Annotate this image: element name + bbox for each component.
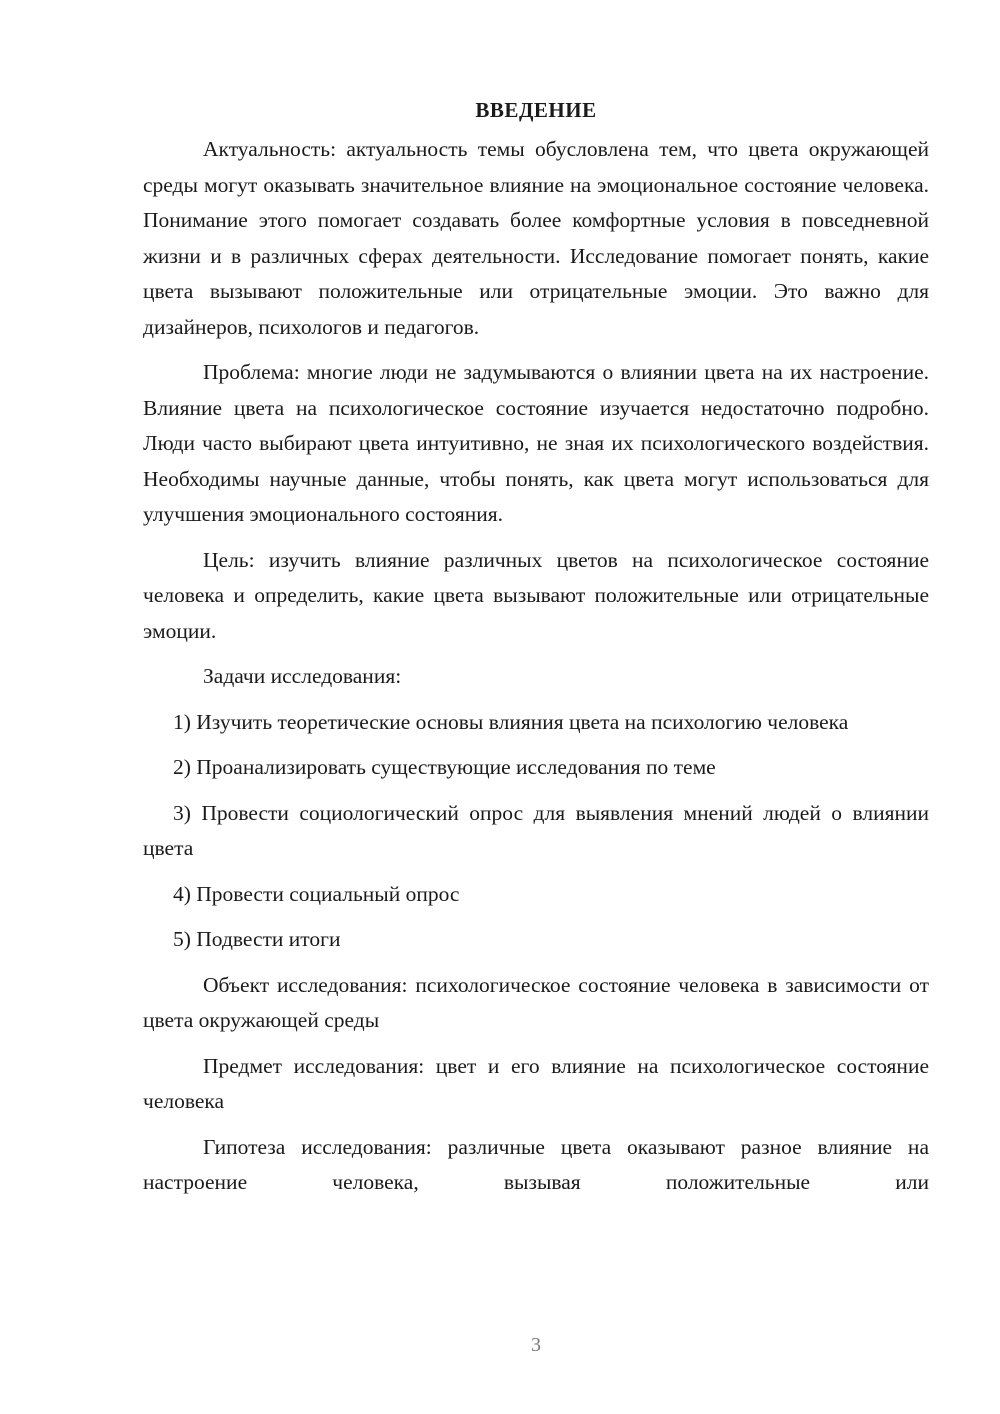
task-item: 1) Изучить теоретические основы влияния цвета на психологию человека <box>173 709 849 734</box>
tasks-heading: Задачи исследования: <box>203 664 402 688</box>
subject-paragraph: Предмет исследования: цвет и его влияние на психологическое состояние человека <box>143 1053 929 1113</box>
page-number: 3 <box>531 1334 541 1356</box>
problem-paragraph: Проблема: многие люди не задумываются о влиянии цвета на их настроение. Влияние цвета на психологическое состояние изучается недостаточно подробно. Люди часто выбирают цвета интуитивно, не зная их психологического воздействия. Необходимы научные данные, чтобы понять, как цвета могут использоваться для улучшения эмоционального состояния. <box>143 360 929 526</box>
hypothesis-paragraph: Гипотеза исследования: различные цвета оказывают разное влияние на настроение человека, вызывая положительные или <box>143 1134 929 1194</box>
task-item: 5) Подвести итоги <box>173 927 341 951</box>
task-item: 2) Проанализировать существующие исследования по теме <box>173 755 716 779</box>
task-item: 3) Провести социологический опрос для выявления мнений людей о влиянии цвета <box>143 800 929 860</box>
task-item: 4) Провести социальный опрос <box>173 881 460 906</box>
goal-paragraph: Цель: изучить влияние различных цветов на психологическое состояние человека и определить, какие цвета вызывают положительные или отрицательные эмоции. <box>143 547 929 643</box>
section-title: ВВЕДЕНИЕ <box>475 98 597 122</box>
document-page <box>143 92 929 1211</box>
object-paragraph: Объект исследования: психологическое состояние человека в зависимости от цвета окружающей среды <box>143 972 929 1032</box>
relevance-paragraph: Актуальность: актуальность темы обусловлена тем, что цвета окружающей среды могут оказывать значительное влияние на эмоциональное состояние человека. Понимание этого помогает создавать более комфортные условия в повседневной жизни и в различных сферах деятельности. Исследование помогает понять, какие цвета вызывают положительные или отрицательные эмоции. Это важно для дизайнеров, психологов и педагогов. <box>143 137 929 339</box>
